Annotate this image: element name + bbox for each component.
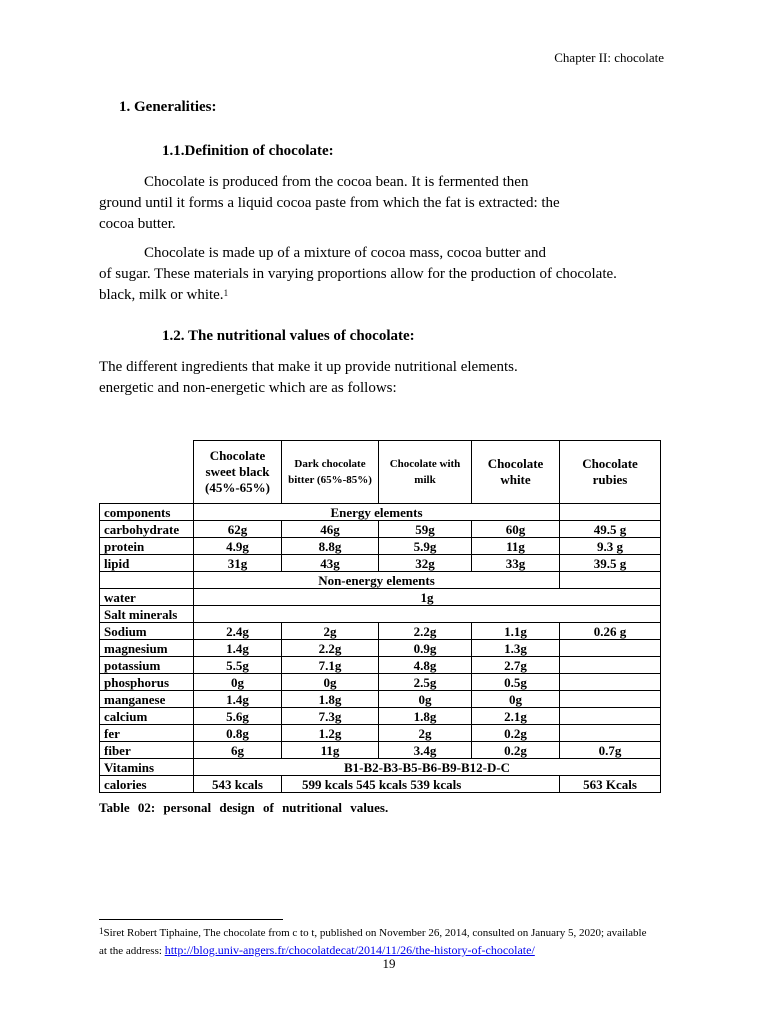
table-cell: 9.3 g bbox=[560, 538, 661, 555]
table-cell: 1.1g bbox=[472, 623, 560, 640]
table-cell: 33g bbox=[472, 555, 560, 572]
subsection-heading-definition: 1.1.Definition of chocolate: bbox=[162, 143, 334, 159]
table-cell: 8.8g bbox=[282, 538, 379, 555]
row-label: manganese bbox=[100, 691, 194, 708]
table-cell: 1.3g bbox=[472, 640, 560, 657]
energy-rows bbox=[100, 521, 661, 572]
table-row bbox=[100, 555, 661, 572]
footnote-prefix: at the address: bbox=[99, 945, 165, 957]
table-cell: 2.1g bbox=[472, 708, 560, 725]
table-cell: 5.9g bbox=[379, 538, 472, 555]
table-cell: 599 kcals 545 kcals 539 kcals bbox=[282, 776, 560, 793]
table-row bbox=[100, 504, 661, 521]
paragraph-line: cocoa butter. bbox=[99, 216, 176, 232]
row-label: Salt minerals bbox=[100, 606, 194, 623]
table-cell: 11g bbox=[282, 742, 379, 759]
table-cell: 0.2g bbox=[472, 742, 560, 759]
table-row bbox=[100, 776, 661, 793]
table-cell: 5.6g bbox=[194, 708, 282, 725]
table-cell: 1.2g bbox=[282, 725, 379, 742]
table-row bbox=[100, 589, 661, 606]
table-row bbox=[100, 674, 661, 691]
table-caption: Table 02: personal design of nutritional values. bbox=[99, 800, 389, 815]
table-cell: 0.26 g bbox=[560, 623, 661, 640]
footnote-divider bbox=[99, 919, 283, 920]
table-cell bbox=[560, 504, 661, 521]
row-label: lipid bbox=[100, 555, 194, 572]
table-cell: 1.4g bbox=[194, 691, 282, 708]
table-cell: 5.5g bbox=[194, 657, 282, 674]
paragraph-line: Chocolate is made up of a mixture of cocoa mass, cocoa butter and bbox=[144, 245, 546, 261]
paragraph-definition bbox=[99, 172, 659, 235]
table-cell: 543 kcals bbox=[194, 776, 282, 793]
table-row bbox=[100, 759, 661, 776]
section-heading-generalities: 1. Generalities: bbox=[119, 99, 217, 115]
table-cell: 46g bbox=[282, 521, 379, 538]
table-cell: 2g bbox=[379, 725, 472, 742]
table-cell bbox=[560, 657, 661, 674]
column-header: Chocolate white bbox=[472, 441, 560, 504]
paragraph-line bbox=[99, 285, 659, 306]
table-cell: 4.9g bbox=[194, 538, 282, 555]
nutrition-table bbox=[99, 440, 661, 793]
table-cell bbox=[100, 572, 194, 589]
table-cell: B1-B2-B3-B5-B6-B9-B12-D-C bbox=[194, 759, 661, 776]
table-row bbox=[100, 708, 661, 725]
table-cell: 49.5 g bbox=[560, 521, 661, 538]
row-label: carbohydrate bbox=[100, 521, 194, 538]
group-label-non-energy: Non-energy elements bbox=[194, 572, 560, 589]
subsection-heading-nutritional-values: 1.2. The nutritional values of chocolate: bbox=[162, 328, 415, 344]
row-label: phosphorus bbox=[100, 674, 194, 691]
footnote-reference[interactable]: 1 bbox=[223, 288, 229, 298]
table-cell: 563 Kcals bbox=[560, 776, 661, 793]
table-cell: 0.8g bbox=[194, 725, 282, 742]
table-cell bbox=[560, 640, 661, 657]
table-cell: 59g bbox=[379, 521, 472, 538]
table-row bbox=[100, 606, 661, 623]
table-cell: 2.2g bbox=[282, 640, 379, 657]
table-cell: 7.3g bbox=[282, 708, 379, 725]
row-label: calories bbox=[100, 776, 194, 793]
footnote-text: Siret Robert Tiphaine, The chocolate from c to t, published on November 26, 2014, consulted on January 5, 2020; available bbox=[103, 927, 647, 939]
row-label: Sodium bbox=[100, 623, 194, 640]
paragraph-text: black, milk or white. bbox=[99, 287, 224, 303]
row-label: potassium bbox=[100, 657, 194, 674]
row-label: Vitamins bbox=[100, 759, 194, 776]
page-number: 19 bbox=[382, 956, 396, 971]
paragraph-line: The different ingredients that make it up provide nutritional elements. bbox=[99, 359, 518, 375]
table-cell: 0g bbox=[472, 691, 560, 708]
row-label: calcium bbox=[100, 708, 194, 725]
table-row bbox=[100, 640, 661, 657]
table-cell: 1.8g bbox=[379, 708, 472, 725]
table-cell: 2.4g bbox=[194, 623, 282, 640]
table-cell: 7.1g bbox=[282, 657, 379, 674]
table-cell: 1.8g bbox=[282, 691, 379, 708]
column-header: Chocolate with milk bbox=[379, 441, 472, 504]
table-cell: 4.8g bbox=[379, 657, 472, 674]
table-cell: 31g bbox=[194, 555, 282, 572]
column-header: Chocolate sweet black (45%-65%) bbox=[194, 441, 282, 504]
table-row bbox=[100, 742, 661, 759]
row-label: protein bbox=[100, 538, 194, 555]
table-row bbox=[100, 657, 661, 674]
table-row bbox=[100, 572, 661, 589]
table-row bbox=[100, 623, 661, 640]
table-cell: 1g bbox=[194, 589, 661, 606]
table-cell: 62g bbox=[194, 521, 282, 538]
paragraph-line: Chocolate is produced from the cocoa bean. It is fermented then bbox=[144, 174, 529, 190]
row-label: fer bbox=[100, 725, 194, 742]
table-cell: 0.7g bbox=[560, 742, 661, 759]
column-header: Dark chocolate bitter (65%-85%) bbox=[282, 441, 379, 504]
table-cell: 1.4g bbox=[194, 640, 282, 657]
table-cell: 2.7g bbox=[472, 657, 560, 674]
table-cell: 0g bbox=[379, 691, 472, 708]
table-cell bbox=[560, 725, 661, 742]
footnote bbox=[99, 925, 689, 960]
paragraph-line: of sugar. These materials in varying proportions allow for the production of chocolate. bbox=[99, 266, 617, 282]
table-cell: 0.5g bbox=[472, 674, 560, 691]
table-cell: 2.5g bbox=[379, 674, 472, 691]
footnote-link[interactable]: http://blog.univ-angers.fr/chocolatdecat/2014/11/26/the-history-of-chocolate/ bbox=[164, 943, 535, 957]
row-label: components bbox=[100, 504, 194, 521]
paragraph-composition bbox=[99, 243, 659, 306]
table-cell bbox=[560, 572, 661, 589]
table-row bbox=[100, 521, 661, 538]
table-cell: 11g bbox=[472, 538, 560, 555]
paragraph-line: energetic and non-energetic which are as follows: bbox=[99, 380, 397, 396]
column-header: Chocolate rubies bbox=[560, 441, 661, 504]
table-cell: 6g bbox=[194, 742, 282, 759]
table-cell bbox=[560, 691, 661, 708]
table-cell: 0g bbox=[282, 674, 379, 691]
table-row bbox=[100, 691, 661, 708]
row-label: magnesium bbox=[100, 640, 194, 657]
table-cell: 2.2g bbox=[379, 623, 472, 640]
paragraph-nutritional-intro bbox=[99, 357, 659, 399]
table-cell bbox=[194, 606, 661, 623]
running-header: Chapter II: chocolate bbox=[554, 50, 664, 65]
table-header-row bbox=[100, 441, 661, 504]
row-label: water bbox=[100, 589, 194, 606]
table-cell: 32g bbox=[379, 555, 472, 572]
table-cell: 43g bbox=[282, 555, 379, 572]
table-cell bbox=[560, 708, 661, 725]
table-row bbox=[100, 725, 661, 742]
row-label: fiber bbox=[100, 742, 194, 759]
footnote-number: 1 bbox=[99, 926, 104, 936]
table-cell bbox=[560, 674, 661, 691]
group-label-energy: Energy elements bbox=[194, 504, 560, 521]
table-cell: 3.4g bbox=[379, 742, 472, 759]
table-cell: 0.2g bbox=[472, 725, 560, 742]
paragraph-line: ground until it forms a liquid cocoa paste from which the fat is extracted: the bbox=[99, 195, 560, 211]
table-row bbox=[100, 538, 661, 555]
mineral-rows bbox=[100, 623, 661, 759]
table-cell: 0.9g bbox=[379, 640, 472, 657]
table-cell: 2g bbox=[282, 623, 379, 640]
table-cell: 0g bbox=[194, 674, 282, 691]
table-cell: 39.5 g bbox=[560, 555, 661, 572]
empty-corner-cell bbox=[100, 441, 194, 504]
table-cell: 60g bbox=[472, 521, 560, 538]
